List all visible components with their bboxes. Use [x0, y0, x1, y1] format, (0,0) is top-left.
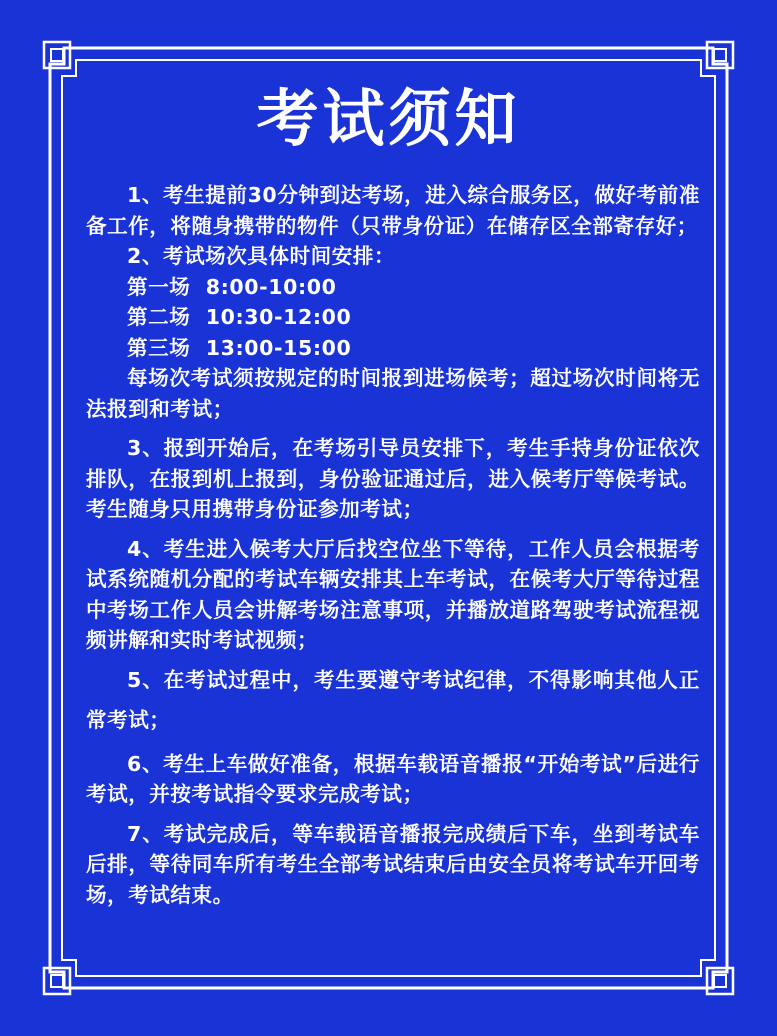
notice-item-2: 2、考试场次具体时间安排： — [127, 244, 396, 268]
notice-item-2-note: 每场次考试须按规定的时间报到进场候考；超过场次时间将无法报到和考试； — [86, 366, 700, 421]
session-2: 第二场 10:30-12:00 — [127, 305, 352, 329]
page-title: 考试须知 — [256, 82, 521, 155]
notice-item-4: 4、考生进入候考大厅后找空位坐下等待，工作人员会根据考试系统随机分配的考试车辆安排其上车考试，在候考大厅等待过程中考场工作人员会讲解考场注意事项，并播放道路驾驶考试流程视频讲解和实时考试视频； — [86, 536, 700, 652]
notice-item-5: 5、在考试过程中，考生要遵守考试纪律，不得影响其他人正常考试； — [86, 667, 700, 732]
notice-item-1: 1、考生提前30分钟到达考场，进入综合服务区，做好考前准备工作，将随身携带的物件（只带身份证）在储存区全部寄存好； — [86, 183, 700, 238]
notice-content — [86, 180, 700, 910]
session-1: 第一场 8:00-10:00 — [127, 274, 337, 299]
session-3: 第三场 13:00-15:00 — [127, 335, 352, 360]
notice-item-6: 6、考生上车做好准备，根据车载语音播报“开始考试”后进行考试，并按考试指令要求完成考试； — [86, 751, 700, 806]
notice-item-7: 7、考试完成后，等车载语音播报完成绩后下车，坐到考试车后排，等待同车所有考生全部考试结束后由安全员将考试车开回考场，考试结束。 — [86, 821, 700, 907]
notice-item-3: 3、报到开始后，在考场引导员安排下，考生手持身份证依次排队，在报到机上报到，身份验证通过后，进入候考厅等候考试。考生随身只用携带身份证参加考试； — [86, 436, 700, 521]
